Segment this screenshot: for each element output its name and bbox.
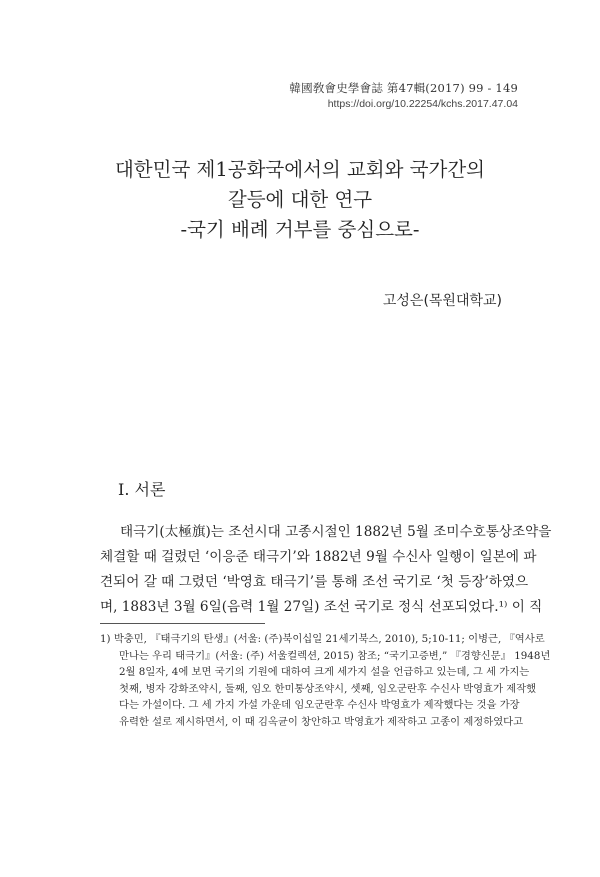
- title-line-3: -국기 배례 거부를 중심으로-: [180, 218, 420, 241]
- footnote-line: 1) 박충민, 『태극기의 탄생』(서울: (주)북이십일 21세기북스, 2010), 5;10-11; 이병근, 『역사로: [100, 633, 545, 645]
- footnote-line: 다는 가설이다. 그 세 가지 가설 가운데 임오군란후 수신사 박영효가 제작했다는 것을 가장: [119, 699, 520, 712]
- title-line-2: 갈등에 대한 연구: [227, 188, 373, 211]
- journal-header: [289, 80, 518, 112]
- body-line: 견되어 갈 때 그렸던 ‘박영효 태극기’를 통해 조선 국기로 ‘첫 등장’하였으: [100, 574, 529, 590]
- body-line: 체결할 때 걸렸던 ‘이응준 태극기’와 1882년 9월 수신사 일행이 일본에 파: [100, 549, 537, 565]
- body-text: [100, 520, 552, 620]
- section-heading: I. 서론: [118, 480, 166, 499]
- body-line: 태극기(太極旗)는 조선시대 고종시절인 1882년 5월 조미수호통상조약을: [120, 524, 552, 540]
- footnote-divider: [100, 623, 265, 624]
- footnote-line: 첫째, 병자 강화조약시, 둘째, 임오 한미통상조약시, 셋째, 임오군란후 수신사 박영효가 제작했: [119, 682, 537, 695]
- footnote-line: 만나는 우리 태극기』(서울: (주) 서울컬렉션, 2015) 참조; “국기고증변,” 『경향신문』 1948년: [119, 649, 551, 662]
- footnote-line: 2월 8일자, 4에 보면 국기의 기원에 대하여 크게 세가지 설을 언급하고 있는데, 그 세 가지는: [119, 666, 530, 679]
- footnotes: [100, 631, 551, 731]
- doi-link[interactable]: https://doi.org/10.22254/kchs.2017.47.04: [327, 98, 518, 110]
- footnote-line: 유력한 설로 제시하면서, 이 때 김옥균이 창안하고 박영효가 제작하고 고종이 제정하였다고: [119, 715, 524, 728]
- journal-citation: 韓國敎會史學會誌 第47輯(2017) 99 - 149: [289, 81, 518, 95]
- body-line: 며, 1883년 3월 6일(음력 1월 27일) 조선 국기로 정식 선포되었다.¹⁾ 이 직: [100, 599, 543, 615]
- paper-title: [60, 155, 540, 245]
- author-affiliation: 고성은(목원대학교): [382, 293, 502, 309]
- title-line-1: 대한민국 제1공화국에서의 교회와 국가간의: [114, 158, 486, 181]
